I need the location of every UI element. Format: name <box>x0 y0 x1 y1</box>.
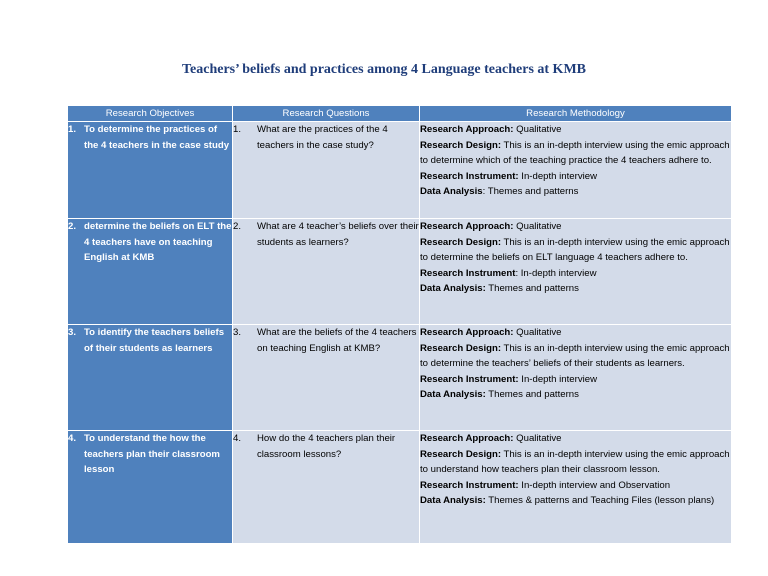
methodology-cell <box>420 431 732 544</box>
analysis-value: : Themes and patterns <box>482 186 579 197</box>
objective-text: To determine the practices of the 4 teachers in the case study <box>84 124 230 151</box>
analysis-line <box>420 493 731 509</box>
objective-number: 3. <box>68 327 77 338</box>
instrument-label: Research Instrument <box>420 267 516 279</box>
methodology-cell <box>420 122 732 219</box>
question-text: What are the beliefs of the 4 teachers on teaching English at KMB? <box>257 327 417 354</box>
analysis-value: Themes and patterns <box>485 283 579 294</box>
question-cell <box>233 219 420 325</box>
methodology-cell <box>420 219 732 325</box>
design-label: Research Design: <box>420 139 502 151</box>
header-questions: Research Questions <box>233 106 420 122</box>
question-number: 2. <box>233 221 242 232</box>
approach-label: Research Approach: <box>420 221 514 232</box>
design-value: This is an in-depth interview using the emic approach to determine which of the teaching practice the 4 teachers adhere to. <box>420 139 730 166</box>
objective-text: determine the beliefs on ELT the 4 teachers have on teaching English at KMB <box>84 221 232 263</box>
instrument-value: In-depth interview <box>518 170 598 182</box>
header-objectives: Research Objectives <box>68 106 233 122</box>
approach-line <box>420 122 731 138</box>
approach-value: Qualitative <box>513 124 562 135</box>
objective-cell <box>68 325 233 431</box>
instrument-value: In-depth interview <box>518 373 598 385</box>
analysis-label: Data Analysis: <box>420 389 486 400</box>
question-text: How do the 4 teachers plan their classroom lessons? <box>257 433 396 460</box>
instrument-value: In-depth interview and Observation <box>518 479 671 491</box>
analysis-value: Themes & patterns and Teaching Files (lesson plans) <box>485 495 715 506</box>
instrument-label: Research Instrument: <box>420 373 519 385</box>
approach-label: Research Approach: <box>420 124 514 135</box>
design-label: Research Design: <box>420 342 502 354</box>
table-header-row <box>68 106 732 122</box>
objective-text: To understand the how the teachers plan their classroom lesson <box>84 433 220 475</box>
design-line <box>420 235 731 266</box>
objective-number: 1. <box>68 124 77 135</box>
instrument-line <box>420 169 731 185</box>
question-number: 4. <box>233 433 242 444</box>
instrument-value: : In-depth interview <box>515 267 597 279</box>
objective-number: 4. <box>68 433 77 444</box>
approach-line <box>420 219 731 235</box>
analysis-label: Data Analysis: <box>420 495 486 506</box>
methodology-cell <box>420 325 732 431</box>
approach-label: Research Approach: <box>420 327 514 338</box>
design-line <box>420 341 731 372</box>
analysis-value: Themes and patterns <box>485 389 579 400</box>
analysis-label: Data Analysis <box>420 186 483 197</box>
design-value: This is an in-depth interview using the emic approach to determine the teachers’ beliefs of their students as learners. <box>420 342 730 369</box>
design-line <box>420 138 731 169</box>
analysis-line <box>420 184 731 200</box>
design-label: Research Design: <box>420 236 502 248</box>
approach-value: Qualitative <box>513 221 562 232</box>
approach-value: Qualitative <box>513 327 562 338</box>
objective-cell <box>68 431 233 544</box>
question-cell <box>233 325 420 431</box>
objective-number: 2. <box>68 221 77 232</box>
table-row <box>68 431 732 544</box>
question-cell <box>233 122 420 219</box>
table-row <box>68 219 732 325</box>
design-value: This is an in-depth interview using the emic approach to determine the beliefs on ELT language 4 teachers adhere to. <box>420 236 730 263</box>
design-line <box>420 447 731 478</box>
question-text: What are the practices of the 4 teachers in the case study? <box>257 124 388 151</box>
question-cell <box>233 431 420 544</box>
instrument-line <box>420 478 731 494</box>
analysis-label: Data Analysis: <box>420 283 486 294</box>
question-text: What are 4 teacher’s beliefs over their students as learners? <box>257 221 419 248</box>
objective-cell <box>68 219 233 325</box>
research-table <box>67 105 732 544</box>
document-title: Teachers’ beliefs and practices among 4 Language teachers at KMB <box>181 62 586 77</box>
table-row <box>68 122 732 219</box>
objective-text: To identify the teachers beliefs of their students as learners <box>84 327 225 354</box>
design-value: This is an in-depth interview using the emic approach to understand how teachers plan their classroom lesson. <box>420 448 730 475</box>
approach-line <box>420 325 731 341</box>
question-number: 1. <box>233 124 242 135</box>
instrument-label: Research Instrument: <box>420 170 519 182</box>
header-methodology: Research Methodology <box>420 106 732 122</box>
instrument-line <box>420 372 731 388</box>
instrument-line <box>420 266 731 282</box>
question-number: 3. <box>233 327 242 338</box>
objective-cell <box>68 122 233 219</box>
approach-value: Qualitative <box>513 433 562 444</box>
instrument-label: Research Instrument: <box>420 479 519 491</box>
approach-label: Research Approach: <box>420 433 514 444</box>
analysis-line <box>420 281 731 297</box>
design-label: Research Design: <box>420 448 502 460</box>
table-row <box>68 325 732 431</box>
approach-line <box>420 431 731 447</box>
analysis-line <box>420 387 731 403</box>
